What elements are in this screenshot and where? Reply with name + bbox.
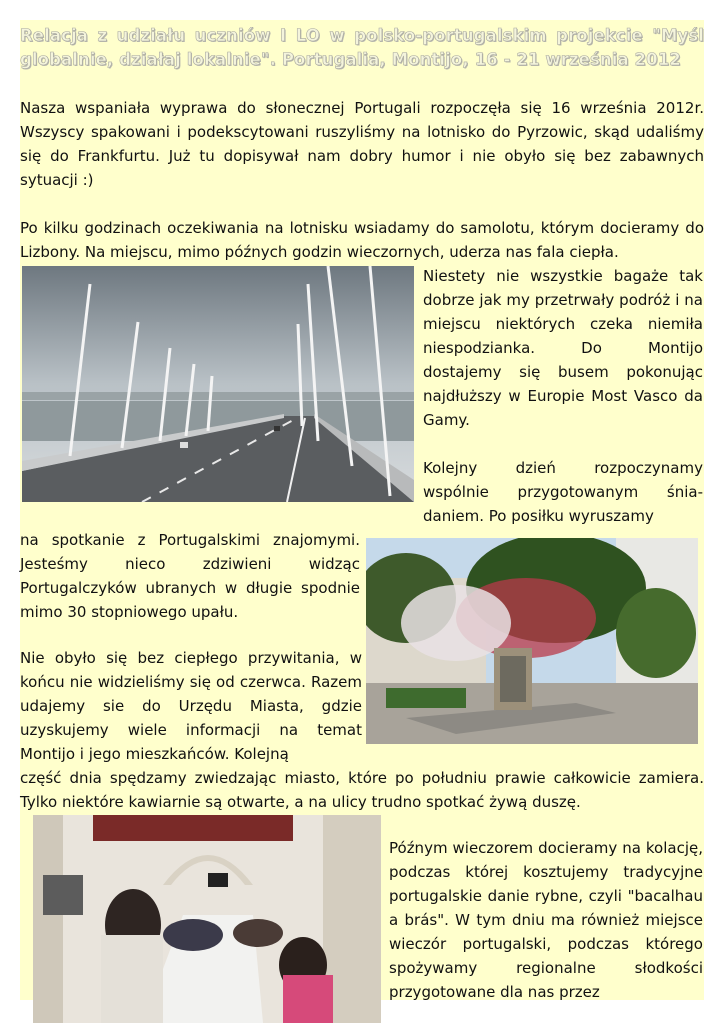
paragraph-vasco-da-gama: Niestety nie wszystkie bagaże tak dobrze jak my przetrwały podróż i na miejscu niektórych czeka niemiła niespodzianka. Do Montijo dostajemy się busem pokonując najdłuższy w Europie Most Vasco da Gamy.	[423, 267, 703, 429]
bridge-photo	[22, 266, 414, 502]
paragraph-arrival-lisbon: Po kilku godzinach oczekiwania na lotnisku wsiadamy do samolotu, którym docieramy do Lizbony. Na miejscu, mimo późnych godzin wieczornych, uderza nas fala ciepła.	[20, 219, 704, 261]
paragraph-city-hall: Nie obyło się bez ciepłego przywitania, w końcu nie widzieliśmy się od czerwca. Razem udajemy sie do Urzędu Miasta, gdzie uzyskujemy wiele informacji na temat Montijo i jego mieszkańców. Kolejną	[20, 649, 362, 763]
paragraph-journey-start: Nasza wspaniała wyprawa do słonecznej Portugali rozpoczęła się 16 września 2012r. Wszyscy spakowani i podekscytowani ruszyliśmy na lotnisko do Pyrzowic, skąd udaliśmy się do Frankfurtu. Już tu dopisywał nam dobry humor i nie obyło się bez zabawnych sytuacji :)	[20, 99, 704, 189]
monument-photo	[366, 538, 698, 744]
paragraph-dinner: Późnym wieczorem docieramy na kolację, podczas której kosztujemy tradycyjne portugalskie danie rybne, czyli "bacalhau a brás". W tym dniu ma również miejsce wieczór portugalski, podczas którego spożywamy regionalne słodkości przygotowane dla nas przez	[389, 839, 703, 1001]
paragraph-meeting-friends: na spotkanie z Portugalskimi znajomymi. Jesteśmy nieco zdziwieni widząc Portugalczyków ubranych w długie spodnie mimo 30 stopniowego upału.	[20, 531, 360, 621]
dinner-photo	[33, 815, 381, 1023]
paragraph-next-day: Kolejny dzień rozpoczynamy wspólnie przygotowanym śnia-daniem. Po posiłku wyruszamy	[423, 459, 703, 525]
paragraph-sightseeing: część dnia spędzamy zwiedzając miasto, które po południu prawie całkowicie zamiera. Tylko niektóre kawiarnie są otwarte, a na ulicy trudno spotkać żywą duszę.	[20, 769, 704, 811]
article-title: Relacja z udziału uczniów I LO w polsko-portugalskim projekcie "Myśl globalnie, działaj lokalnie". Portugalia, Montijo, 16 - 21 września 2012	[20, 26, 704, 69]
